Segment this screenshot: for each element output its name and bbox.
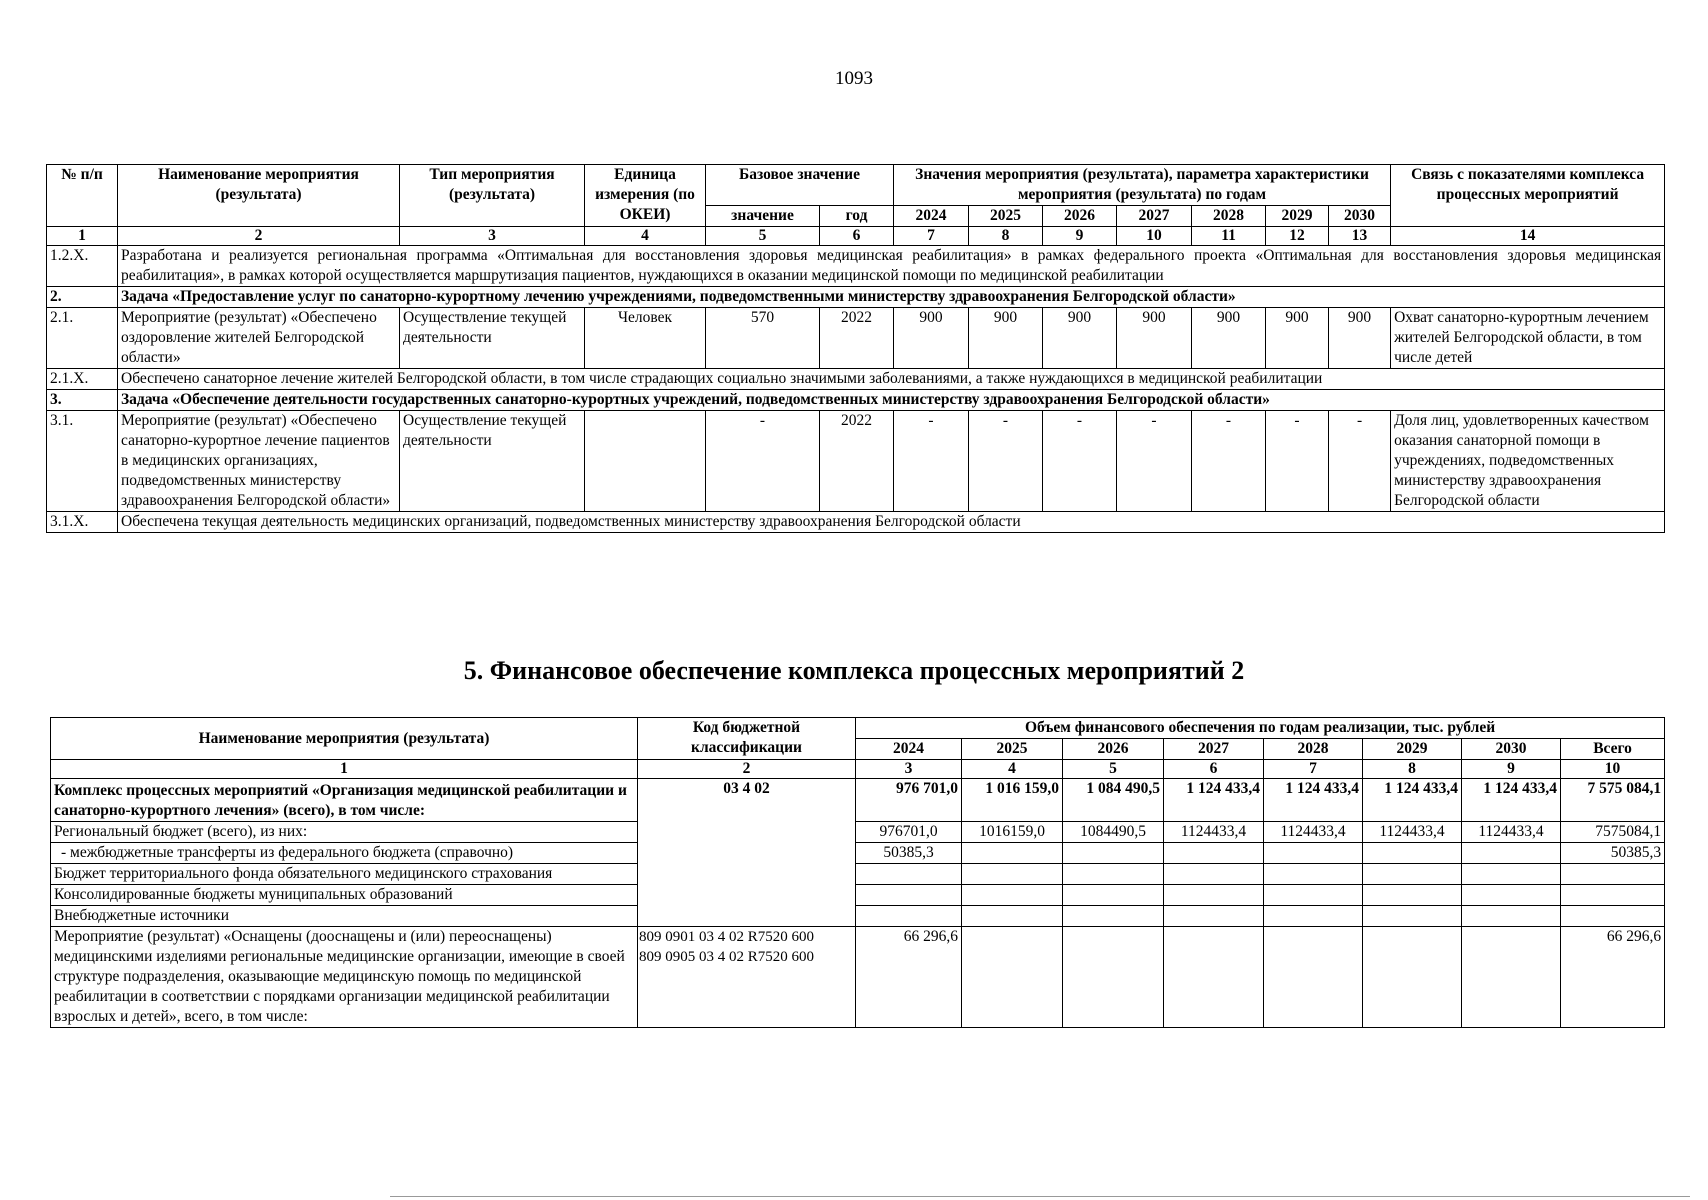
- table-row: [47, 512, 1665, 533]
- col-header-year: 2026: [1043, 206, 1117, 227]
- finance-value: [1063, 927, 1164, 1028]
- finance-value: 1 124 433,4: [1462, 779, 1561, 822]
- base-year: 2022: [820, 308, 894, 369]
- finance-value: [1264, 843, 1363, 864]
- column-number: 7: [894, 227, 969, 246]
- table-row: [47, 411, 1665, 512]
- base-year: 2022: [820, 411, 894, 512]
- column-number: 5: [706, 227, 820, 246]
- finance-value: [1462, 843, 1561, 864]
- col-header-volume: Объем финансового обеспечения по годам реализации, тыс. рублей: [856, 718, 1665, 739]
- finance-value: [1264, 927, 1363, 1028]
- col-header-type: Тип мероприятия (результата): [400, 165, 585, 227]
- finance-value: [1462, 885, 1561, 906]
- row-number: 3.1.: [47, 411, 118, 512]
- finance-value: 1124433,4: [1164, 822, 1264, 843]
- finance-item-name: Консолидированные бюджеты муниципальных образований: [51, 885, 638, 906]
- col-header-year: 2028: [1264, 739, 1363, 760]
- column-number: 3: [400, 227, 585, 246]
- finance-value: [1363, 885, 1462, 906]
- indicator-link: Доля лиц, удовлетворенных качеством оказания санаторной помощи в учреждениях, подведомственных министерству здравоохранения Белгородской области: [1391, 411, 1665, 512]
- year-value: 900: [1043, 308, 1117, 369]
- col-header-code: Код бюджетной классификации: [638, 718, 856, 760]
- row-number: 2.1.: [47, 308, 118, 369]
- finance-item-name: Внебюджетные источники: [51, 906, 638, 927]
- year-value: 900: [969, 308, 1043, 369]
- column-number: 4: [585, 227, 706, 246]
- finance-value: [1363, 927, 1462, 1028]
- col-header-year: 2027: [1117, 206, 1192, 227]
- finance-value: [1462, 906, 1561, 927]
- finance-value: [1264, 864, 1363, 885]
- year-value: 900: [1266, 308, 1329, 369]
- finance-value: 1124433,4: [1462, 822, 1561, 843]
- year-value: -: [1043, 411, 1117, 512]
- table-row: [51, 843, 1665, 864]
- finance-value: [1164, 885, 1264, 906]
- activity-type: Осуществление текущей деятельности: [400, 411, 585, 512]
- finance-item-name: Мероприятие (результат) «Оснащены (дооснащены и (или) переоснащены) медицинскими изделиями региональные медицинские организации, имеющие в своей структуре подразделения, оказывающие медицинскую помощь по медицинской реабилитации в соответствии с порядками организации медицинской реабилитации взрослых и детей», всего, в том числе:: [51, 927, 638, 1028]
- finance-value: 976 701,0: [856, 779, 962, 822]
- finance-value: [962, 927, 1063, 1028]
- indicator-link: Охват санаторно-курортным лечением жителей Белгородской области, в том числе детей: [1391, 308, 1665, 369]
- column-number: 2: [638, 760, 856, 779]
- finance-value: 1 124 433,4: [1164, 779, 1264, 822]
- finance-value: [1363, 864, 1462, 885]
- column-number: 4: [962, 760, 1063, 779]
- column-number: 11: [1192, 227, 1266, 246]
- column-number: 7: [1264, 760, 1363, 779]
- col-header-name: Наименование мероприятия (результата): [51, 718, 638, 760]
- col-header-year: 2030: [1462, 739, 1561, 760]
- finance-value: 66 296,6: [856, 927, 962, 1028]
- finance-total: 7575084,1: [1561, 822, 1665, 843]
- col-header-year: 2030: [1329, 206, 1391, 227]
- year-value: -: [969, 411, 1043, 512]
- col-header-year: 2025: [969, 206, 1043, 227]
- column-number: 12: [1266, 227, 1329, 246]
- finance-value: [856, 906, 962, 927]
- activity-name: Мероприятие (результат) «Обеспечено оздоровление жителей Белгородской области»: [118, 308, 400, 369]
- finance-total: [1561, 885, 1665, 906]
- col-header-base-value: значение: [706, 206, 820, 227]
- row-number: 2.: [47, 287, 118, 308]
- col-header-link: Связь с показателями комплекса процессных мероприятий: [1391, 165, 1665, 227]
- col-header-base-year: год: [820, 206, 894, 227]
- col-header-values-by-year: Значения мероприятия (результата), параметра характеристики мероприятия (результата) по годам: [894, 165, 1391, 206]
- row-description: Обеспечено санаторное лечение жителей Белгородской области, в том числе страдающих социально значимыми заболеваниями, а также нуждающихся в медицинской реабилитации: [118, 369, 1665, 390]
- finance-value: [1462, 864, 1561, 885]
- column-number: 8: [1363, 760, 1462, 779]
- table-row: [51, 927, 1665, 1028]
- column-number: 3: [856, 760, 962, 779]
- table-row: [51, 906, 1665, 927]
- finance-value: 1 084 490,5: [1063, 779, 1164, 822]
- finance-value: 1016159,0: [962, 822, 1063, 843]
- finance-total: [1561, 864, 1665, 885]
- column-number: 9: [1462, 760, 1561, 779]
- year-value: 900: [1329, 308, 1391, 369]
- budget-code-line: 809 0901 03 4 02 R7520 600: [639, 929, 815, 945]
- finance-value: [962, 864, 1063, 885]
- col-header-year: 2025: [962, 739, 1063, 760]
- finance-value: [1363, 906, 1462, 927]
- task-title: Задача «Предоставление услуг по санаторно-курортному лечению учреждениями, подведомственными министерству здравоохранения Белгородской области»: [118, 287, 1665, 308]
- table-row: [51, 779, 1665, 822]
- finance-value: 1124433,4: [1363, 822, 1462, 843]
- finance-total: 7 575 084,1: [1561, 779, 1665, 822]
- col-header-name: Наименование мероприятия (результата): [118, 165, 400, 227]
- year-value: -: [1266, 411, 1329, 512]
- column-number: 1: [47, 227, 118, 246]
- col-header-num: № п/п: [47, 165, 118, 227]
- finance-value: [962, 885, 1063, 906]
- finance-value: [1164, 927, 1264, 1028]
- finance-value: [1164, 864, 1264, 885]
- year-value: 900: [1117, 308, 1192, 369]
- finance-item-name: - межбюджетные трансферты из федерального бюджета (справочно): [51, 843, 638, 864]
- table-row: [51, 864, 1665, 885]
- task-row: [47, 390, 1665, 411]
- finance-value: [962, 906, 1063, 927]
- table-row: [47, 308, 1665, 369]
- col-header-year: 2028: [1192, 206, 1266, 227]
- activity-type: Осуществление текущей деятельности: [400, 308, 585, 369]
- column-number-row: [47, 227, 1665, 246]
- finance-item-name: Региональный бюджет (всего), из них:: [51, 822, 638, 843]
- base-value: 570: [706, 308, 820, 369]
- column-number: 8: [969, 227, 1043, 246]
- row-number: 3.1.Х.: [47, 512, 118, 533]
- finance-value: [856, 885, 962, 906]
- year-value: 900: [894, 308, 969, 369]
- table-row: [47, 369, 1665, 390]
- base-value: -: [706, 411, 820, 512]
- table-row: [47, 246, 1665, 287]
- column-number: 9: [1043, 227, 1117, 246]
- finance-value: [1264, 885, 1363, 906]
- col-header-total: Всего: [1561, 739, 1665, 760]
- activity-unit: [585, 411, 706, 512]
- col-header-year: 2026: [1063, 739, 1164, 760]
- column-number: 6: [1164, 760, 1264, 779]
- col-header-base: Базовое значение: [706, 165, 894, 206]
- page-number: 1093: [835, 68, 873, 89]
- column-number: 6: [820, 227, 894, 246]
- finance-value: 1 016 159,0: [962, 779, 1063, 822]
- budget-code: 03 4 02: [638, 779, 856, 927]
- finance-value: 1124433,4: [1264, 822, 1363, 843]
- col-header-year: 2027: [1164, 739, 1264, 760]
- finance-value: [1063, 906, 1164, 927]
- finance-value: [1063, 864, 1164, 885]
- finance-value: [962, 843, 1063, 864]
- col-header-year: 2024: [856, 739, 962, 760]
- finance-value: [1164, 906, 1264, 927]
- finance-value: 1 124 433,4: [1264, 779, 1363, 822]
- finance-item-name: Бюджет территориального фонда обязательного медицинского страхования: [51, 864, 638, 885]
- activity-unit: Человек: [585, 308, 706, 369]
- year-value: -: [1192, 411, 1266, 512]
- col-header-year: 2024: [894, 206, 969, 227]
- finance-value: [1264, 906, 1363, 927]
- finance-value: [1063, 885, 1164, 906]
- row-number: 1.2.Х.: [47, 246, 118, 287]
- column-number: 1: [51, 760, 638, 779]
- section-title: 5. Финансовое обеспечение комплекса процессных мероприятий 2: [463, 656, 1245, 685]
- column-number: 14: [1391, 227, 1665, 246]
- finance-total: 50385,3: [1561, 843, 1665, 864]
- col-header-unit: Единица измерения (по ОКЕИ): [585, 165, 706, 227]
- col-header-year: 2029: [1266, 206, 1329, 227]
- financing-table: [50, 717, 1665, 1028]
- row-number: 3.: [47, 390, 118, 411]
- year-value: -: [894, 411, 969, 512]
- task-row: [47, 287, 1665, 308]
- year-value: -: [1329, 411, 1391, 512]
- row-number: 2.1.Х.: [47, 369, 118, 390]
- column-number: 13: [1329, 227, 1391, 246]
- column-number: 10: [1117, 227, 1192, 246]
- page-bottom-line: [390, 1196, 1690, 1197]
- header-row: [47, 165, 1665, 206]
- finance-value: [1164, 843, 1264, 864]
- row-description: Разработана и реализуется региональная программа «Оптимальная для восстановления здоровья медицинская реабилитация» в рамках федерального проекта «Оптимальная для восстановления здоровья медицинская реабилитация», в рамках которой осуществляется маршрутизация пациентов, нуждающихся в оказании медицинской помощи по медицинской реабилитации: [118, 246, 1665, 287]
- column-number: 2: [118, 227, 400, 246]
- finance-value: 50385,3: [856, 843, 962, 864]
- finance-value: 1084490,5: [1063, 822, 1164, 843]
- column-number: 10: [1561, 760, 1665, 779]
- column-number-row: [51, 760, 1665, 779]
- table-row: [51, 885, 1665, 906]
- table-row: [51, 822, 1665, 843]
- row-description: Обеспечена текущая деятельность медицинских организаций, подведомственных министерству здравоохранения Белгородской области: [118, 512, 1665, 533]
- col-header-year: 2029: [1363, 739, 1462, 760]
- finance-value: [1462, 927, 1561, 1028]
- finance-value: [856, 864, 962, 885]
- results-table: [46, 164, 1665, 533]
- budget-code-line: 809 0905 03 4 02 R7520 600: [639, 949, 815, 965]
- finance-value: [1063, 843, 1164, 864]
- finance-value: [1363, 843, 1462, 864]
- activity-name: Мероприятие (результат) «Обеспечено санаторно-курортное лечение пациентов в медицинских организациях, подведомственных министерству здравоохранения Белгородской области»: [118, 411, 400, 512]
- year-value: -: [1117, 411, 1192, 512]
- finance-item-name: Комплекс процессных мероприятий «Организация медицинской реабилитации и санаторно-курортного лечения» (всего), в том числе:: [51, 779, 638, 822]
- header-row: [51, 718, 1665, 739]
- finance-total: [1561, 906, 1665, 927]
- finance-value: 1 124 433,4: [1363, 779, 1462, 822]
- finance-value: 976701,0: [856, 822, 962, 843]
- budget-code: [638, 927, 856, 1028]
- task-title: Задача «Обеспечение деятельности государственных санаторно-курортных учреждений, подведомственных министерству здравоохранения Белгородской области»: [118, 390, 1665, 411]
- finance-total: 66 296,6: [1561, 927, 1665, 1028]
- column-number: 5: [1063, 760, 1164, 779]
- year-value: 900: [1192, 308, 1266, 369]
